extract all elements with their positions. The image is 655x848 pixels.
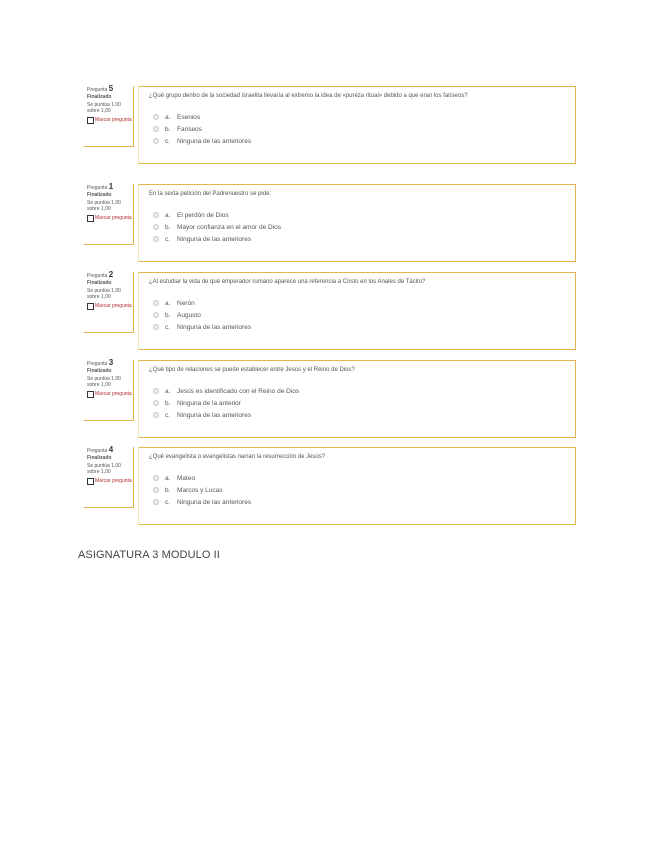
option-letter: b. xyxy=(165,311,171,319)
radio-button[interactable] xyxy=(153,388,159,394)
option-text: Ninguna de las anteriores xyxy=(177,323,252,331)
question-content xyxy=(138,447,576,525)
radio-button[interactable] xyxy=(153,312,159,318)
option-letter: c. xyxy=(165,323,171,331)
answer-option[interactable] xyxy=(153,111,251,123)
section-heading: ASIGNATURA 3 MODULO II xyxy=(78,549,220,561)
radio-button[interactable] xyxy=(153,412,159,418)
option-letter: b. xyxy=(165,399,171,407)
question-points: Se puntúa 1,00 sobre 1,00 xyxy=(87,200,121,212)
question-status: Finalizado xyxy=(87,280,112,286)
question-block xyxy=(84,272,576,350)
question-text: En la sexta petición del Padrenuestro se pide: xyxy=(149,191,272,197)
flag-icon xyxy=(87,391,94,398)
answer-options xyxy=(153,111,251,147)
answer-option[interactable] xyxy=(153,309,251,321)
question-title-line xyxy=(87,184,133,191)
question-text: ¿Qué grupo dentro de la sociedad israelita llevaría al extremo la idea de «pureza ritual» debido a que eran los fariseos? xyxy=(149,93,468,99)
option-text: Ninguna de las anteriores xyxy=(177,235,252,243)
question-status: Finalizado xyxy=(87,368,112,374)
radio-button[interactable] xyxy=(153,300,159,306)
flag-icon xyxy=(87,478,94,485)
answer-option[interactable] xyxy=(153,472,251,484)
option-letter: a. xyxy=(165,387,171,395)
flag-icon xyxy=(87,117,94,124)
answer-option[interactable] xyxy=(153,135,251,147)
option-letter: b. xyxy=(165,125,171,133)
answer-option[interactable] xyxy=(153,397,299,409)
flag-question-link[interactable] xyxy=(87,303,133,310)
question-title-line xyxy=(87,360,133,367)
option-letter: c. xyxy=(165,137,171,145)
question-points: Se puntúa 1,00 sobre 1,00 xyxy=(87,288,121,300)
radio-button[interactable] xyxy=(153,114,159,120)
option-letter: a. xyxy=(165,211,171,219)
flag-question-link[interactable] xyxy=(87,117,133,124)
answer-option[interactable] xyxy=(153,409,299,421)
question-content xyxy=(138,360,576,438)
question-block xyxy=(84,184,576,262)
flag-label: Marcar pregunta xyxy=(95,478,132,484)
question-number: 1 xyxy=(108,182,114,191)
option-letter: c. xyxy=(165,235,171,243)
question-title: Pregunta xyxy=(87,361,108,367)
option-text: Fariseos xyxy=(177,125,202,133)
radio-button[interactable] xyxy=(153,138,159,144)
question-status: Finalizado xyxy=(87,455,112,461)
flag-question-link[interactable] xyxy=(87,215,133,222)
flag-icon xyxy=(87,303,94,310)
question-title: Pregunta xyxy=(87,87,108,93)
radio-button[interactable] xyxy=(153,212,159,218)
flag-question-link[interactable] xyxy=(87,478,133,485)
option-text: Jesús es identificado con el Reino de Dios xyxy=(177,387,300,395)
option-text: Mateo xyxy=(177,474,196,482)
option-text: Ninguna de las anteriores xyxy=(177,137,252,145)
answer-option[interactable] xyxy=(153,233,281,245)
question-points: Se puntúa 1,00 sobre 1,00 xyxy=(87,463,121,475)
option-text: El perdón de Dios xyxy=(177,211,229,219)
flag-label: Marcar pregunta xyxy=(95,303,132,309)
question-status: Finalizado xyxy=(87,94,112,100)
question-info xyxy=(84,272,134,333)
question-title: Pregunta xyxy=(87,448,108,454)
option-letter: a. xyxy=(165,474,171,482)
question-text: ¿Qué tipo de relaciones se puede establecer entre Jesús y el Reino de Dios? xyxy=(149,367,355,373)
answer-option[interactable] xyxy=(153,221,281,233)
radio-button[interactable] xyxy=(153,324,159,330)
question-block xyxy=(84,447,576,525)
question-title: Pregunta xyxy=(87,273,108,279)
option-text: Marcos y Lucas xyxy=(177,486,223,494)
question-content xyxy=(138,184,576,262)
flag-question-link[interactable] xyxy=(87,391,133,398)
question-block xyxy=(84,360,576,438)
option-text: Ninguna de las anteriores xyxy=(177,498,252,506)
option-letter: c. xyxy=(165,498,171,506)
question-title: Pregunta xyxy=(87,185,108,191)
question-title-line xyxy=(87,86,133,93)
answer-options xyxy=(153,385,299,421)
option-text: Ninguna de la anterior xyxy=(177,399,241,407)
option-text: Nerón xyxy=(177,299,195,307)
answer-option[interactable] xyxy=(153,123,251,135)
option-text: Esenios xyxy=(177,113,201,121)
question-info xyxy=(84,447,134,508)
question-number: 5 xyxy=(108,84,114,93)
question-status: Finalizado xyxy=(87,192,112,198)
radio-button[interactable] xyxy=(153,236,159,242)
radio-button[interactable] xyxy=(153,224,159,230)
flag-label: Marcar pregunta xyxy=(95,215,132,221)
question-text: ¿Qué evangelista o evangelistas narran la resurrección de Jesús? xyxy=(149,454,326,460)
flag-label: Marcar pregunta xyxy=(95,117,132,123)
question-number: 2 xyxy=(108,270,114,279)
question-content xyxy=(138,86,576,164)
answer-option[interactable] xyxy=(153,385,299,397)
answer-option[interactable] xyxy=(153,321,251,333)
answer-options xyxy=(153,297,251,333)
radio-button[interactable] xyxy=(153,475,159,481)
option-letter: b. xyxy=(165,486,171,494)
answer-option[interactable] xyxy=(153,209,281,221)
option-letter: a. xyxy=(165,299,171,307)
question-info xyxy=(84,360,134,421)
radio-button[interactable] xyxy=(153,126,159,132)
radio-button[interactable] xyxy=(153,400,159,406)
question-info xyxy=(84,184,134,245)
option-text: Augusto xyxy=(177,311,201,319)
answer-option[interactable] xyxy=(153,297,251,309)
answer-option[interactable] xyxy=(153,484,251,496)
answer-option[interactable] xyxy=(153,496,251,508)
radio-button[interactable] xyxy=(153,499,159,505)
question-text: ¿Al estudiar la vida de qué emperador romano aparece una referencia a Cristo en los Anales de Tácito? xyxy=(149,279,426,285)
flag-icon xyxy=(87,215,94,222)
question-points: Se puntúa 1,00 sobre 1,00 xyxy=(87,376,121,388)
question-number: 3 xyxy=(108,358,114,367)
radio-button[interactable] xyxy=(153,487,159,493)
question-title-line xyxy=(87,272,133,279)
question-points: Se puntúa 1,00 sobre 1,00 xyxy=(87,102,121,114)
option-letter: a. xyxy=(165,113,171,121)
option-letter: b. xyxy=(165,223,171,231)
answer-options xyxy=(153,209,281,245)
option-text: Ninguna de las anteriores xyxy=(177,411,252,419)
question-number: 4 xyxy=(108,445,114,454)
question-title-line xyxy=(87,447,133,454)
question-info xyxy=(84,86,134,147)
answer-options xyxy=(153,472,251,508)
option-letter: c. xyxy=(165,411,171,419)
option-text: Mayor confianza en el amor de Dios xyxy=(177,223,282,231)
question-content xyxy=(138,272,576,350)
flag-label: Marcar pregunta xyxy=(95,391,132,397)
question-block xyxy=(84,86,576,164)
